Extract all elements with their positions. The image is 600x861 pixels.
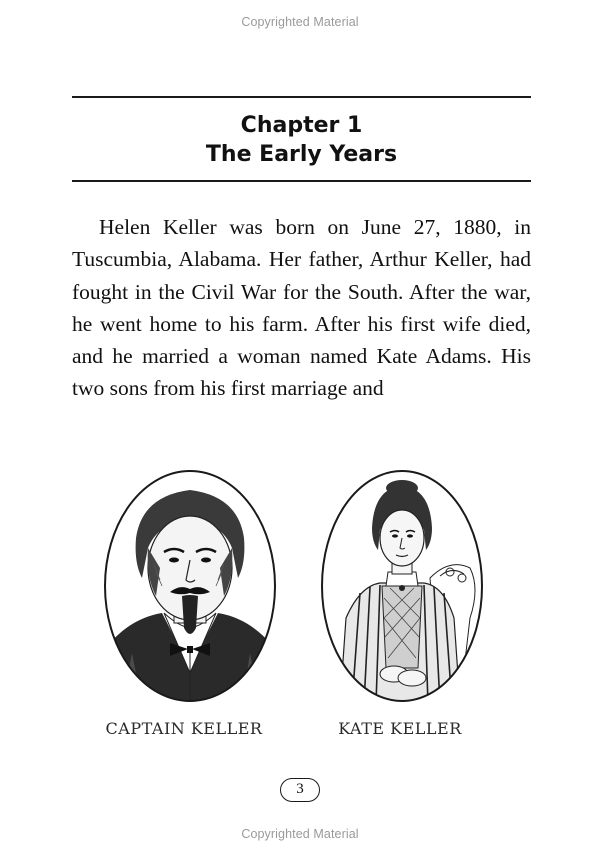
portrait-captain-keller xyxy=(102,468,278,704)
caption-kate-keller: KATE KELLER xyxy=(338,719,462,738)
page-number: 3 xyxy=(280,778,320,802)
body-paragraph: Helen Keller was born on June 27, 1880, in Tuscumbia, Alabama. Her father, Arthur Keller, had fought in the Civil War for the South. After the war, he went home to his farm. After his first wife died, and he married a woman named Kate Adams. His two sons from his first marriage and xyxy=(72,215,531,401)
captain-keller-illustration xyxy=(102,468,278,704)
chapter-heading-bottom-rule xyxy=(72,180,531,182)
copyright-watermark-bottom: Copyrighted Material xyxy=(241,827,359,841)
copyright-watermark-top: Copyrighted Material xyxy=(241,15,359,29)
caption-captain-keller: CAPTAIN KELLER xyxy=(105,719,263,738)
chapter-title: The Early Years xyxy=(205,142,398,167)
kate-keller-illustration xyxy=(320,468,484,704)
chapter-heading-top-rule xyxy=(72,96,531,98)
chapter-number: Chapter 1 xyxy=(240,113,363,138)
portrait-kate-keller xyxy=(320,468,484,704)
